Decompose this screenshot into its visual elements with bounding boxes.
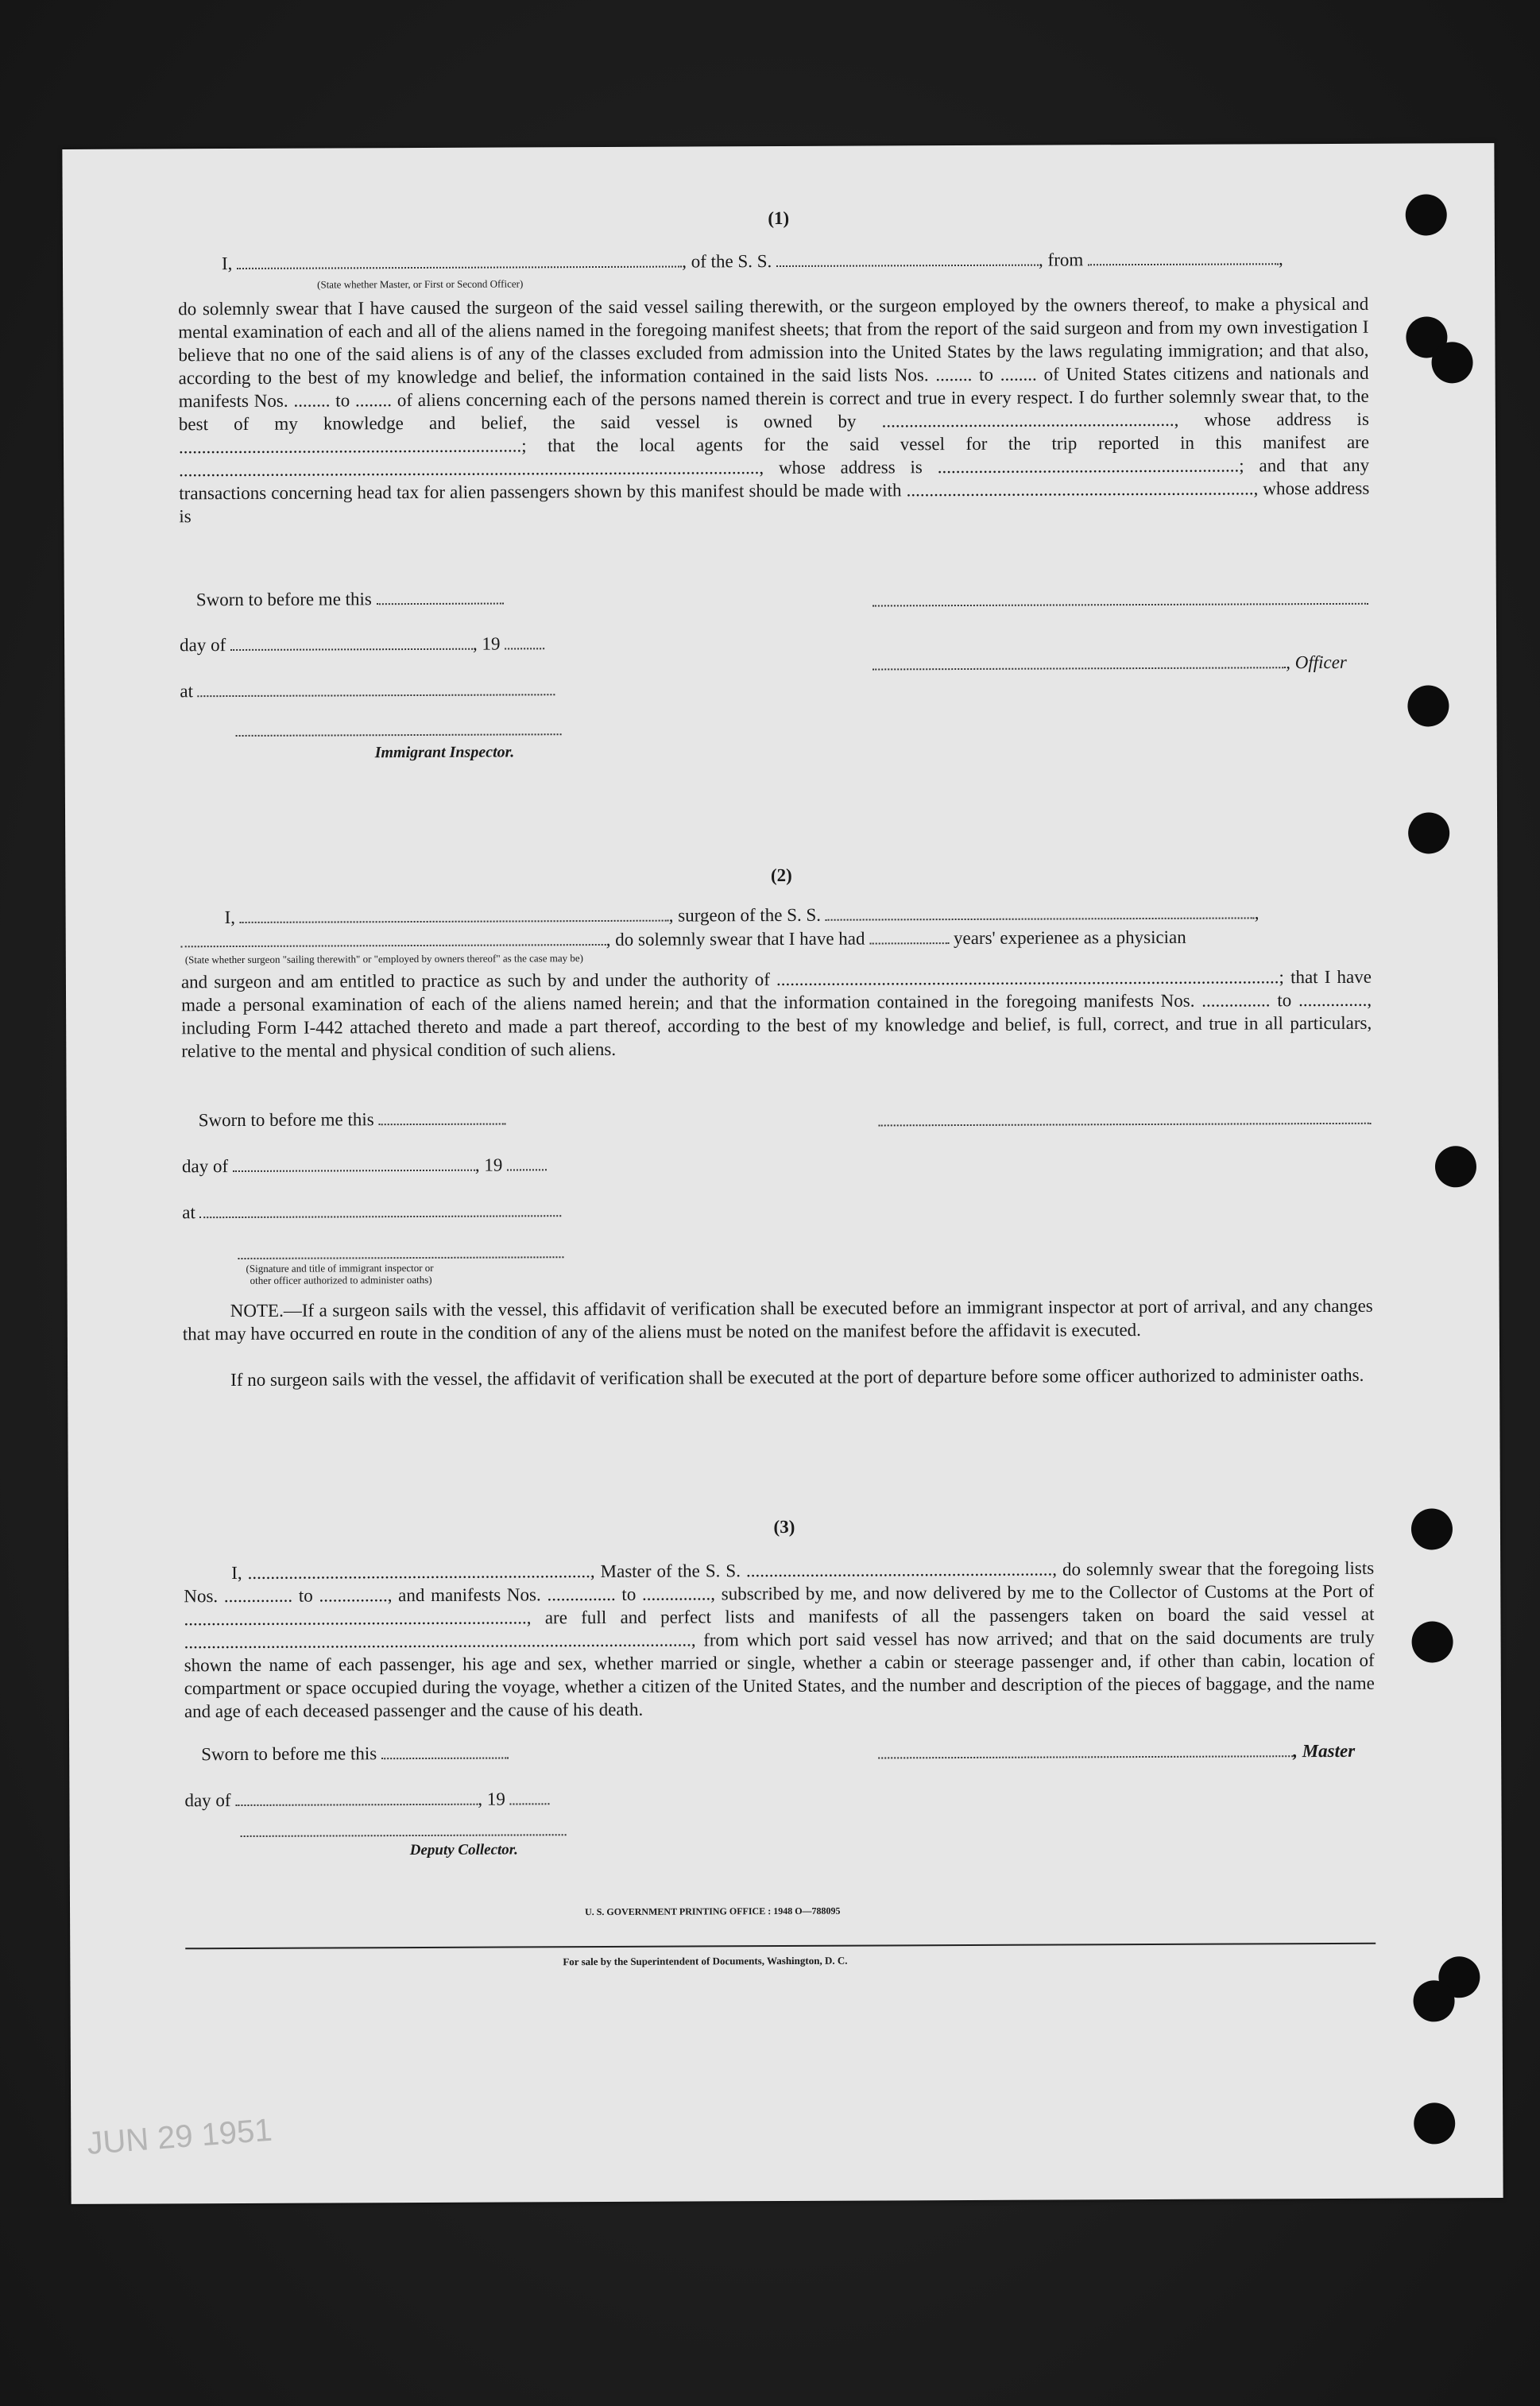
section-1-day [180,633,544,656]
master-label: , Master [1293,1740,1356,1762]
section-1-year-label: , 19 [472,633,501,654]
section-2-sworn-date-blank[interactable] [378,1109,505,1126]
footer-rule [185,1943,1376,1950]
deputy-collector-label: Deputy Collector. [409,1841,518,1859]
binder-hole-10 [1413,1980,1454,2021]
section-3-day-label: day of [184,1790,231,1811]
section-2-year-blank[interactable] [507,1155,547,1170]
officer-signature-line[interactable] [873,603,1368,607]
section-2-i: I, [224,907,236,928]
binder-hole-11 [1414,2102,1455,2144]
section-2-day [182,1155,547,1177]
section-2-line-1 [225,903,1259,928]
sale-notice: For sale by the Superintendent of Documents, Washington, D. C. [563,1954,848,1968]
section-3-oath-text: I, ..........................................................................., Master of the S. S. ..................................................................., do solemnly swear that the foregoing lists Nos. ............... to ..............., and manifests Nos. ............... to ..............., subscribed by me, and now delivered by me to the Collector of Customs at the Port of ..........................................................................., are full and perfect lists and manifests of all the passengers taken on board the said vessel at ..............................................................................................................., from which port said vessel has now arrived; and that on the said documents are truly shown the name of each passenger, his age and sex, whether married or single, whether a cabin or steerage passenger and, if other than cabin, location of compartment or space occupied during the voyage, whether a citizen of the United States, and the number and description of the pieces of baggage, and the name and age of each deceased passenger and the cause of his death. [184,1557,1375,1722]
surgeon-status-blank[interactable] [181,930,606,947]
section-1-from-label: , from [1038,249,1084,270]
solemnly-swear-label: , do solemnly swear that I have had [606,928,865,950]
surgeon-of-ss-label: , surgeon of the S. S. [668,904,822,926]
section-1-ss-label: , of the S. S. [682,251,772,272]
section-1-sworn [196,589,504,611]
section-3-day-blank[interactable] [235,1789,478,1806]
section-2-number: (2) [770,865,792,886]
inspector-label: Immigrant Inspector. [374,743,515,762]
binder-hole-8 [1411,1621,1453,1662]
section-1-at-label: at [180,681,194,702]
section-2-day-label: day of [181,1156,229,1177]
binder-hole-1 [1406,194,1447,235]
section-3-number: (3) [773,1516,795,1538]
officer-title [873,652,1347,675]
section-2-day-blank[interactable] [233,1155,475,1172]
section-1-at [180,679,555,702]
binder-hole-3 [1431,342,1472,383]
section-1-line-end: , [1278,249,1283,269]
section-2-sworn-label: Sworn to before me this [198,1109,374,1131]
years-experience-label: years' experienee as a physician [953,926,1186,949]
section-2-signature-line[interactable] [238,1256,563,1259]
officer-name-blank[interactable] [237,252,682,269]
section-3-year-label: , 19 [478,1789,505,1809]
section-2-year-label: , 19 [474,1155,503,1175]
binder-hole-6 [1435,1146,1476,1187]
section-1-i: I, [221,253,233,274]
gpo-imprint: U. S. GOVERNMENT PRINTING OFFICE : 1948 O—788095 [585,1905,841,1918]
section-1-line-1 [222,249,1283,274]
inspector-signature-line[interactable] [236,733,562,737]
section-1-sworn-date-blank[interactable] [377,589,504,605]
officer-caption: (State whether Master, or First or Second Officer) [317,277,524,291]
signature-caption-2: other officer authorized to administer oaths) [250,1273,432,1286]
section-2-at-blank[interactable] [200,1201,562,1218]
note-text-1: NOTE.—If a surgeon sails with the vessel, this affidavit of verification shall be executed before an immigrant inspector at port of arrival, and any changes that may have occurred en route in the condition of any of the aliens must be noted on the manifest before the affidavit is executed. [182,1295,1373,1344]
section-1-day-label: day of [180,635,226,656]
master-signature [878,1741,1355,1764]
officer-label: , Officer [1286,652,1347,673]
section-3-sworn [201,1743,509,1766]
section-2-at [182,1201,561,1223]
manifest-affidavit-page [62,143,1503,2204]
master-signature-blank[interactable] [878,1741,1293,1758]
from-port-blank[interactable] [1088,249,1279,265]
date-stamp: JUN 29 1951 [85,2112,274,2161]
binder-hole-7 [1411,1508,1453,1549]
signature-caption-1: (Signature and title of immigrant inspector or [246,1261,434,1275]
section-1-at-blank[interactable] [198,679,555,697]
section-2-line-2 [181,927,1186,953]
binder-hole-4 [1407,685,1449,726]
officer-title-blank[interactable] [873,652,1286,670]
deputy-signature-line[interactable] [241,1834,567,1837]
binder-hole-5 [1408,812,1449,853]
surgeon-signature-line[interactable] [879,1123,1372,1127]
section-2-sworn [199,1109,506,1131]
section-2-line-end: , [1254,903,1259,923]
section-1-sworn-label: Sworn to before me this [195,589,372,610]
section-2-oath-text: and surgeon and am entitled to practice as such by and under the authority of ..............................................................................................................; that I have made a personal examination of each of the aliens named herein; and that the information contained in the foregoing manifests Nos. ............... to ..............., including Form I-442 attached thereto and made a part thereof, according to the best of my knowledge and belief, is full, correct, and true in all particulars, relative to the mental and physical condition of such aliens. [180,966,1372,1062]
surgeon-status-caption: (State whether surgeon "sailing therewith" or "employed by owners thereof" as the case may be) [184,952,583,966]
section-2-vessel-blank[interactable] [826,903,1255,920]
section-3-year-blank[interactable] [510,1789,550,1804]
years-experience-blank[interactable] [869,928,949,944]
section-2-at-label: at [182,1202,195,1223]
section-1-year-blank[interactable] [505,633,544,649]
section-3-day [184,1789,549,1811]
section-1-number: (1) [768,207,790,229]
section-3-sworn-date-blank[interactable] [381,1743,509,1760]
section-1-day-blank[interactable] [230,634,473,651]
vessel-name-blank[interactable] [776,250,1039,267]
section-1-oath-text: do solemnly swear that I have caused the surgeon of the said vessel sailing therewith, or the surgeon employed by the owners thereof, to make a physical and mental examination of each and all of the aliens named in the foregoing manifest sheets; that from the report of the said surgeon and from my own investigation I believe that no one of the said aliens is of any of the classes excluded from admission into the United States by the laws regulating immigration; and that also, according to the best of my knowledge and belief, the information contained in the said lists Nos. ........ to ........ of United States citizens and nationals and manifests Nos. ........ to ........ of aliens concerning each of the persons named therein is correct and true in every respect. I do further solemnly swear that, to the best of my knowledge and belief, the said vessel is owned by ................................................................, whose address is ...........................................................................; that the local agents for the said vessel for the trip reported in this manifest are ..............................................................................................................................., whose address is ..................................................................; and that any transactions concerning head tax for alien passengers shown by this manifest should be made with ............................................................................, whose address is [178,293,1370,527]
note-text-2: If no surgeon sails with the vessel, the affidavit of verification shall be executed at the port of departure before some officer authorized to administer oaths. [230,1364,1364,1391]
section-3-sworn-label: Sworn to before me this [201,1743,377,1765]
surgeon-name-blank[interactable] [240,906,669,923]
